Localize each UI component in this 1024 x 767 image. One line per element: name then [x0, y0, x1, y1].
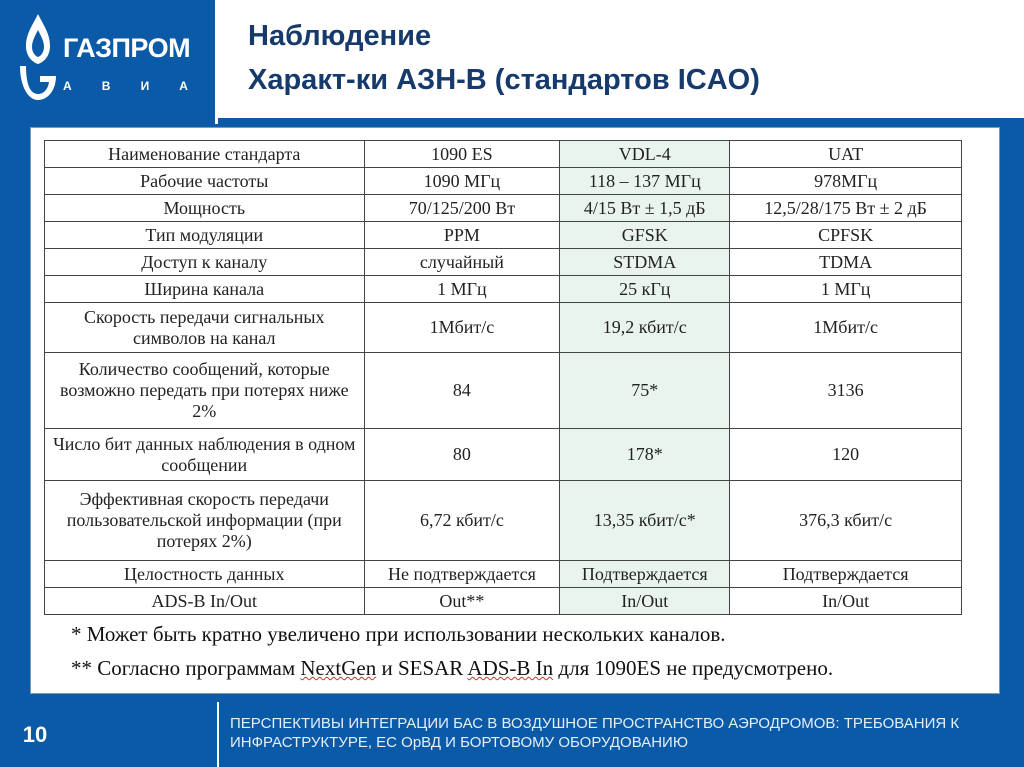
row-label: Эффективная скорость передачи пользовательской информации (при потерях 2%) — [45, 481, 365, 561]
row-label: Наименование стандарта — [45, 141, 365, 168]
cell-uat: 3136 — [730, 353, 962, 429]
cell-uat: 1 МГц — [730, 276, 962, 303]
cell-1090es: 6,72 кбит/с — [364, 481, 560, 561]
footnote-2-prefix: ** Согласно программам — [71, 656, 301, 680]
row-label: Доступ к каналу — [45, 249, 365, 276]
cell-1090es: 84 — [364, 353, 560, 429]
cell-uat: Подтверждается — [730, 561, 962, 588]
brand-sub-letter: А — [179, 79, 188, 93]
cell-vdl4: GFSK — [560, 222, 730, 249]
logo — [0, 0, 215, 124]
cell-uat: In/Out — [730, 588, 962, 615]
cell-1090es: 80 — [364, 429, 560, 481]
cell-vdl4: STDMA — [560, 249, 730, 276]
cell-vdl4: 4/15 Вт ± 1,5 дБ — [560, 195, 730, 222]
row-label: Мощность — [45, 195, 365, 222]
footnote-2-suffix: для 1090ES не предусмотрено. — [553, 656, 834, 680]
page-number: 10 — [22, 721, 48, 747]
cell-uat: 1Мбит/с — [730, 303, 962, 353]
cell-uat: 12,5/28/175 Вт ± 2 дБ — [730, 195, 962, 222]
footnote-2-mid: и SESAR — [376, 656, 468, 680]
brand-sub-letter: И — [140, 79, 150, 93]
page-title: Наблюдение — [248, 20, 432, 52]
cell-vdl4: 75* — [560, 353, 730, 429]
footer-divider — [217, 702, 219, 767]
brand-sub-letter: А — [63, 79, 72, 93]
cell-uat: TDMA — [730, 249, 962, 276]
cell-vdl4: VDL-4 — [560, 141, 730, 168]
table-row — [45, 195, 962, 222]
cell-vdl4: Подтверждается — [560, 561, 730, 588]
cell-1090es: PPM — [364, 222, 560, 249]
content-panel — [30, 127, 1000, 694]
brand-sub-letter: В — [101, 79, 111, 93]
row-label: Количество сообщений, которые возможно передать при потерях ниже 2% — [45, 353, 365, 429]
cell-uat: 978МГц — [730, 168, 962, 195]
table-row — [45, 561, 962, 588]
icao-standards-table — [44, 140, 962, 615]
table-row — [45, 249, 962, 276]
table-row — [45, 303, 962, 353]
row-label: Число бит данных наблюдения в одном сообщении — [45, 429, 365, 481]
title-underline — [218, 118, 1024, 124]
footnotes — [71, 622, 833, 690]
table-row — [45, 168, 962, 195]
row-label: Ширина канала — [45, 276, 365, 303]
footnote-1: * Может быть кратно увеличено при использовании нескольких каналов. — [71, 622, 726, 646]
cell-1090es: Out** — [364, 588, 560, 615]
cell-1090es: 1090 МГц — [364, 168, 560, 195]
cell-uat: UAT — [730, 141, 962, 168]
row-label: ADS-B In/Out — [45, 588, 365, 615]
brand-name: ГАЗПРОМ — [63, 33, 191, 63]
table-row — [45, 141, 962, 168]
row-label: Скорость передачи сигнальных символов на канал — [45, 303, 365, 353]
row-label: Рабочие частоты — [45, 168, 365, 195]
page-subtitle: Характ-ки АЗН-В (стандартов ICAO) — [248, 64, 760, 96]
cell-1090es: 1 МГц — [364, 276, 560, 303]
cell-uat: 120 — [730, 429, 962, 481]
footer-text: ПЕРСПЕКТИВЫ ИНТЕГРАЦИИ БАС В ВОЗДУШНОЕ ПРОСТРАНСТВО АЭРОДРОМОВ: ТРЕБОВАНИЯ К ИНФРАСТРУКТУРЕ, ЕС ОрВД И БОРТОВОМУ ОБОРУДОВАНИЮ — [230, 715, 960, 751]
cell-1090es: 1090 ES — [364, 141, 560, 168]
footnote-2 — [71, 656, 833, 690]
cell-vdl4: In/Out — [560, 588, 730, 615]
gazprom-flame-icon — [8, 8, 68, 118]
title-area — [218, 0, 1024, 118]
table-row — [45, 429, 962, 481]
cell-1090es: 70/125/200 Вт — [364, 195, 560, 222]
table-row — [45, 276, 962, 303]
table-row — [45, 353, 962, 429]
footnote-2-nextgen: NextGen — [300, 656, 377, 680]
cell-vdl4: 178* — [560, 429, 730, 481]
cell-vdl4: 19,2 кбит/с — [560, 303, 730, 353]
row-label: Целостность данных — [45, 561, 365, 588]
cell-vdl4: 118 – 137 МГц — [560, 168, 730, 195]
brand-sub — [63, 79, 188, 93]
table-row — [45, 481, 962, 561]
cell-uat: CPFSK — [730, 222, 962, 249]
header — [0, 0, 1024, 124]
cell-vdl4: 25 кГц — [560, 276, 730, 303]
cell-1090es: случайный — [364, 249, 560, 276]
cell-1090es: Не подтверждается — [364, 561, 560, 588]
cell-uat: 376,3 кбит/с — [730, 481, 962, 561]
cell-1090es: 1Мбит/с — [364, 303, 560, 353]
table-row — [45, 588, 962, 615]
footnote-2-adsb: ADS-B In — [467, 656, 554, 680]
row-label: Тип модуляции — [45, 222, 365, 249]
table-row — [45, 222, 962, 249]
cell-vdl4: 13,35 кбит/с* — [560, 481, 730, 561]
